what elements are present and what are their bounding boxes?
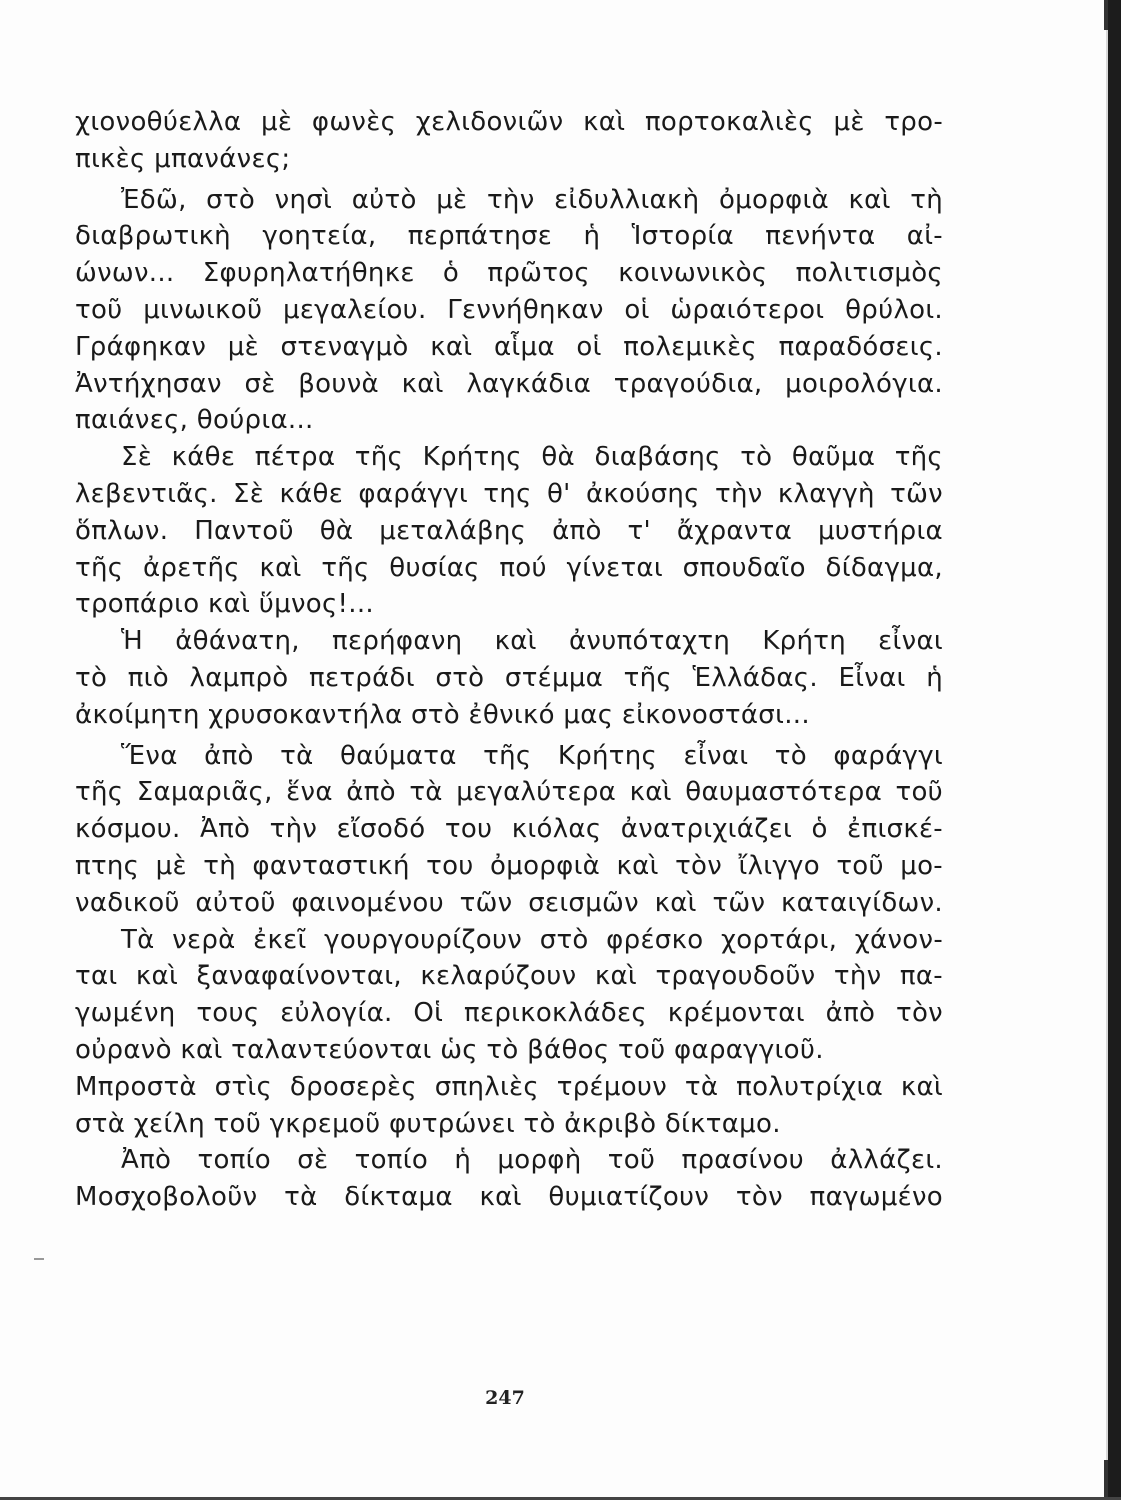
text-line: Ἕνα ἀπὸ τὰ θαύματα τῆς Κρήτης εἶναι τὸ φαράγγι — [121, 740, 943, 771]
text-line: οὐρανὸ καὶ ταλαντεύονται ὡς τὸ βάθος τοῦ φαραγγιοῦ. — [75, 1034, 824, 1065]
text-line: γωμένη τους εὐλογία. Οἱ περικοκλάδες κρέμονται ἀπὸ τὸν — [75, 998, 943, 1029]
text-line: ώνων... Σφυρηλατήθηκε ὁ πρῶτος κοινωνικὸς πολιτισμὸς — [75, 258, 943, 289]
text-line: ται καὶ ξαναφαίνονται, κελαρύζουν καὶ τραγουδοῦν τὴν πα- — [75, 961, 943, 992]
text-line: Ἀπὸ τοπίο σὲ τοπίο ἡ μορφὴ τοῦ πρασίνου ἀλλάζει. — [121, 1145, 943, 1176]
text-line: Σὲ κάθε πέτρα τῆς Κρήτης θὰ διαβάσης τὸ θαῦμα τῆς — [121, 442, 943, 473]
body-text — [75, 104, 943, 1216]
text-line: Τὰ νερὰ ἐκεῖ γουργουρίζουν στὸ φρέσκο χορτάρι, χάνον- — [121, 924, 943, 955]
text-line: Ἀντήχησαν σὲ βουνὰ καὶ λαγκάδια τραγούδια, μοιρολόγια. — [75, 368, 943, 399]
text-line: χιονοθύελλα μὲ φωνὲς χελιδονιῶν καὶ πορτοκαλιὲς μὲ τρο- — [75, 107, 943, 137]
text-line: λεβεντιᾶς. Σὲ κάθε φαράγγι της θ' ἀκούσης τὴν κλαγγὴ τῶν — [75, 478, 943, 509]
text-line: τοῦ μινωικοῦ μεγαλείου. Γεννήθηκαν οἱ ὡραιότεροι θρύλοι. — [75, 294, 943, 325]
margin-mark — [34, 1258, 44, 1260]
page-number: 247 — [485, 1387, 525, 1409]
text-line: Ἐδῶ, στὸ νησὶ αὐτὸ μὲ τὴν εἰδυλλιακὴ ὀμορφιὰ καὶ τὴ — [121, 184, 943, 215]
text-line: ὅπλων. Παντοῦ θὰ μεταλάβης ἀπὸ τ' ἄχραντα μυστήρια — [75, 515, 943, 546]
text-line: πτης μὲ τὴ φανταστική του ὀμορφιὰ καὶ τὸν ἴλιγγο τοῦ μο- — [75, 850, 943, 881]
text-line: παιάνες, θούρια... — [75, 405, 314, 436]
text-line: τὸ πιὸ λαμπρὸ πετράδι στὸ στέμμα τῆς Ἑλλάδας. Εἶναι ἡ — [75, 662, 943, 693]
text-line: ἀκοίμητη χρυσοκαντήλα στὸ ἐθνικό μας εἰκονοστάσι... — [75, 699, 810, 730]
text-line: Μπροστὰ στὶς δροσερὲς σπηλιὲς τρέμουν τὰ πολυτρίχια καὶ — [75, 1071, 943, 1102]
text-line: τροπάριο καὶ ὕμνος!... — [75, 589, 374, 620]
text-line: Γράφηκαν μὲ στεναγμὸ καὶ αἷμα οἱ πολεμικὲς παραδόσεις. — [75, 331, 943, 362]
text-line: στὰ χείλη τοῦ γκρεμοῦ φυτρώνει τὸ ἀκριβὸ δίκταμο. — [75, 1108, 781, 1139]
text-line: ναδικοῦ αὐτοῦ φαινομένου τῶν σεισμῶν καὶ τῶν καταιγίδων. — [75, 887, 943, 918]
scan-edge-mark — [1104, 1460, 1108, 1500]
text-line: τῆς Σαμαριᾶς, ἕνα ἀπὸ τὰ μεγαλύτερα καὶ θαυμαστότερα τοῦ — [75, 777, 943, 808]
text-line: Ἡ ἀθάνατη, περήφανη καὶ ἀνυπόταχτη Κρήτη εἶναι — [121, 626, 943, 657]
page-edge-line — [1106, 0, 1108, 1500]
scan-edge-mark — [1104, 0, 1108, 30]
text-line: τῆς ἀρετῆς καὶ τῆς θυσίας πού γίνεται σπουδαῖο δίδαγμα, — [75, 552, 943, 583]
scan-edge-right — [1108, 0, 1121, 1500]
text-line: κόσμου. Ἀπὸ τὴν εἴσοδό του κιόλας ἀνατριχιάζει ὁ ἐπισκέ- — [75, 814, 943, 845]
text-line: διαβρωτικὴ γοητεία, περπάτησε ἡ Ἱστορία πενήντα αἰ- — [75, 221, 943, 252]
text-line: Μοσχοβολοῦν τὰ δίκταμα καὶ θυμιατίζουν τὸν παγωμένο — [75, 1182, 943, 1213]
text-line: πικὲς μπανάνες; — [75, 143, 291, 174]
